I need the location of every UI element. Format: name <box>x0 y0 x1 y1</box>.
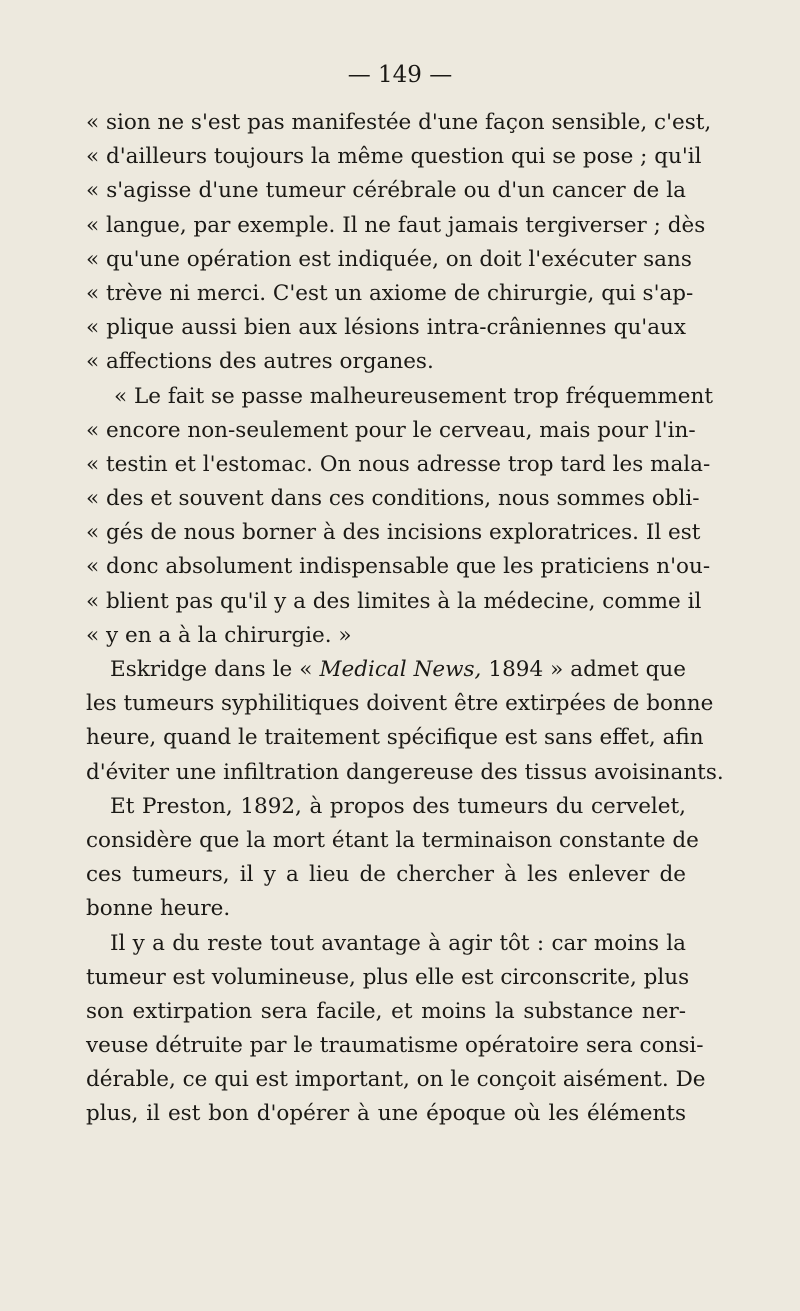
text-line: « s'agisse d'une tumeur cérébrale ou d'un cancer de la <box>86 178 686 204</box>
page-number: — 149 — <box>347 62 453 88</box>
text-line: Eskridge dans le « Medical News, 1894 » admet que <box>110 657 686 682</box>
text-line: « des et souvent dans ces conditions, nous sommes obli- <box>86 486 700 512</box>
text-line: « qu'une opération est indiquée, on doit l'exécuter sans <box>86 246 692 272</box>
text-line: son extirpation sera facile, et moins la substance ner- <box>86 998 686 1024</box>
text-line: Et Preston, 1892, à propos des tumeurs du cervelet, <box>110 793 686 819</box>
text-line: ces tumeurs, il y a lieu de chercher à les enlever de <box>86 862 686 888</box>
text-line: tumeur est volumineuse, plus elle est circonscrite, plus <box>86 964 690 990</box>
text-line: « gés de nous borner à des incisions exploratrices. Il est <box>86 520 701 546</box>
journal-title: Medical News, <box>319 657 482 682</box>
page-body <box>86 106 724 1132</box>
text-line: « affections des autres organes. <box>86 349 434 375</box>
text-line: « testin et l'estomac. On nous adresse trop tard les mala- <box>86 451 711 477</box>
text-line: « donc absolument indispensable que les praticiens n'ou- <box>86 554 711 580</box>
text-line: Il y a du reste tout avantage à agir tôt : car moins la <box>110 930 686 956</box>
text-line: « Le fait se passe malheureusement trop fréquemment <box>114 383 714 409</box>
text-line: « d'ailleurs toujours la même question qui se pose ; qu'il <box>86 144 702 170</box>
text-line: d'éviter une infiltration dangereuse des tissus avoisinants. <box>86 759 724 785</box>
text-line: les tumeurs syphilitiques doivent être extirpées de bonne <box>86 691 714 717</box>
text-line: heure, quand le traitement spécifique est sans effet, afin <box>86 725 704 751</box>
text-line: plus, il est bon d'opérer à une époque où les éléments <box>86 1101 686 1127</box>
text-line: « sion ne s'est pas manifestée d'une façon sensible, c'est, <box>86 110 712 135</box>
text-line: « trève ni merci. C'est un axiome de chirurgie, qui s'ap- <box>86 280 694 306</box>
text-line: considère que la mort étant la terminaison constante de <box>86 827 699 853</box>
text-line: veuse détruite par le traumatisme opératoire sera consi- <box>86 1033 704 1059</box>
text-line: « y en a à la chirurgie. » <box>86 622 352 648</box>
text-line: « blient pas qu'il y a des limites à la médecine, comme il <box>86 588 702 614</box>
text-line: « encore non-seulement pour le cerveau, mais pour l'in- <box>86 417 696 443</box>
text-line: bonne heure. <box>86 896 231 922</box>
text-line: « langue, par exemple. Il ne faut jamais tergiverser ; dès <box>86 212 706 238</box>
text-line: dérable, ce qui est important, on le conçoit aisément. De <box>86 1067 706 1093</box>
text-line: « plique aussi bien aux lésions intra-crâniennes qu'aux <box>86 315 686 341</box>
